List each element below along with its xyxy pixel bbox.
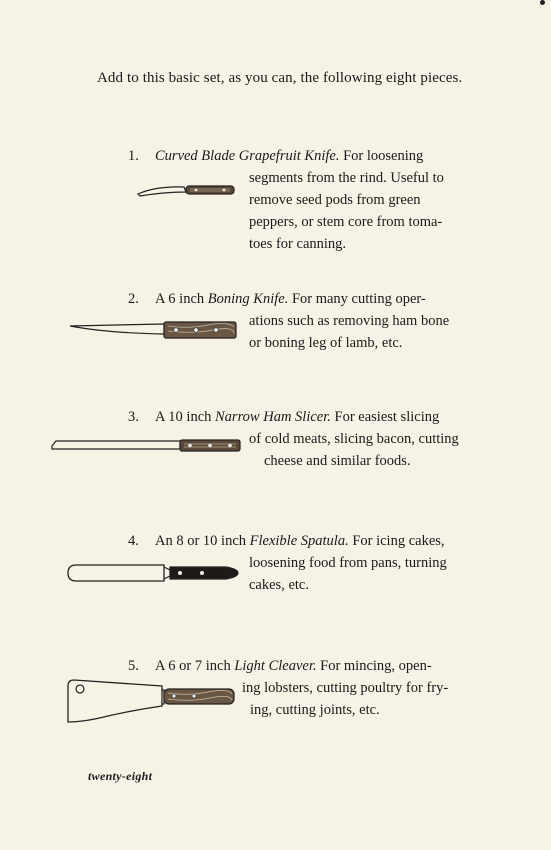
item-line-first xyxy=(155,406,439,428)
item-line-first xyxy=(155,288,426,310)
item-line: cheese and similar foods. xyxy=(264,453,411,469)
text-pre: A 10 inch xyxy=(155,409,216,425)
item-number: 1. xyxy=(128,148,139,164)
item-title: Boning Knife. xyxy=(207,291,289,307)
text-post: For icing cakes, xyxy=(348,533,445,549)
item-line: toes for canning. xyxy=(249,236,347,252)
text-pre: A 6 or 7 inch xyxy=(155,658,235,674)
intro-text: Add to this basic set, as you can, the following eight pieces. xyxy=(97,70,463,86)
text-pre: An 8 or 10 inch xyxy=(155,533,250,549)
text-post: For easiest slicing xyxy=(330,409,440,425)
item-title: Light Cleaver. xyxy=(234,658,317,674)
item-number: 4. xyxy=(128,533,139,549)
item-line: ations such as removing ham bone xyxy=(249,313,450,329)
text-post: For loosening xyxy=(339,148,424,164)
item-line: loosening food from pans, turning xyxy=(249,555,447,571)
item-title: Flexible Spatula. xyxy=(249,533,349,549)
item-line: peppers, or stem core from toma- xyxy=(249,214,443,230)
item-number: 3. xyxy=(128,409,139,425)
item-line: segments from the rind. Useful to xyxy=(249,170,444,186)
item-number: 2. xyxy=(128,291,139,307)
item-line-first xyxy=(155,655,432,677)
boning-knife-icon xyxy=(68,318,240,342)
ham-slicer-icon xyxy=(50,437,244,455)
item-title: Curved Blade Grapefruit Knife. xyxy=(155,148,340,164)
item-line: of cold meats, slicing bacon, cutting xyxy=(249,431,459,447)
item-title: Narrow Ham Slicer. xyxy=(215,409,331,425)
item-line-first xyxy=(155,530,445,552)
item-line: ing lobsters, cutting poultry for fry- xyxy=(242,680,449,696)
text-pre: A 6 inch xyxy=(155,291,208,307)
item-line-first xyxy=(155,145,423,167)
item-line: remove seed pods from green xyxy=(249,192,421,208)
printer-mark xyxy=(540,0,545,5)
item-line: cakes, etc. xyxy=(249,577,309,593)
grapefruit-knife-icon xyxy=(136,180,240,200)
page-number: twenty-eight xyxy=(88,769,153,783)
item-line: or boning leg of lamb, etc. xyxy=(249,335,403,351)
cleaver-icon xyxy=(64,676,242,726)
spatula-icon xyxy=(66,561,242,587)
item-number: 5. xyxy=(128,658,139,674)
text-post: For mincing, open- xyxy=(316,658,432,674)
item-line: ing, cutting joints, etc. xyxy=(250,702,380,718)
text-post: For many cutting oper- xyxy=(288,291,426,307)
